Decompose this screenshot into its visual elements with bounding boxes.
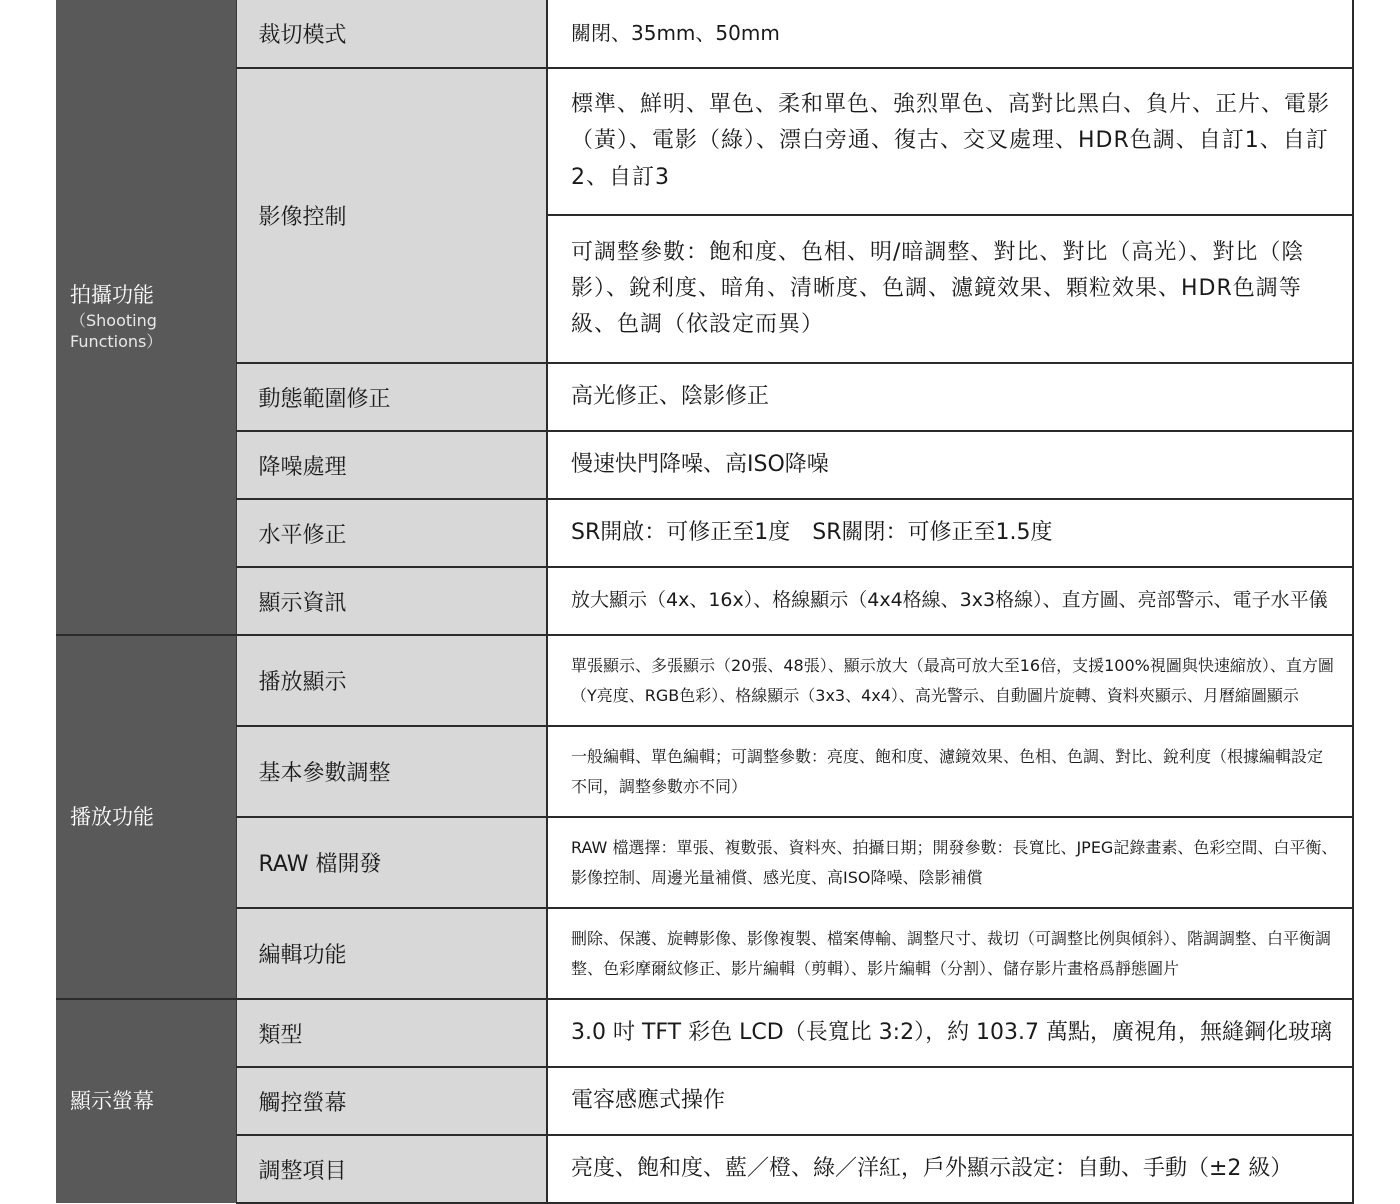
table-row [56,431,1353,499]
row-name: RAW 檔開發 [236,817,547,908]
spec-table [56,0,1354,1204]
row-name: 播放顯示 [236,635,547,726]
table-row [56,726,1353,817]
table-row [56,567,1353,635]
category-label: 拍攝功能 [70,283,154,308]
row-name: 編輯功能 [236,908,547,999]
table-row [56,68,1353,215]
row-value: 高光修正、陰影修正 [547,363,1353,431]
table-row [56,0,1353,68]
category-display [56,999,236,1203]
row-value: 3.0 吋 TFT 彩色 LCD（長寬比 3:2），約 103.7 萬點，廣視角，無縫鋼化玻璃 [547,999,1353,1067]
row-value: 單張顯示、多張顯示（20張、48張）、顯示放大（最高可放大至16倍，支援100%視圖與快速縮放）、直方圖（Y亮度、RGB色彩）、格線顯示（3x3、4x4）、高光警示、自動圖片旋轉、資料夾顯示、月曆縮圖顯示 [547,635,1353,726]
category-sublabel: （Shooting Functions） [70,310,163,352]
row-value: 放大顯示（4x、16x）、格線顯示（4x4格線、3x3格線）、直方圖、亮部警示、電子水平儀 [547,567,1353,635]
row-name: 調整項目 [236,1135,547,1203]
row-name: 類型 [236,999,547,1067]
table-row [56,908,1353,999]
category-playback [56,635,236,999]
row-name: 基本參數調整 [236,726,547,817]
row-value: 電容感應式操作 [547,1067,1353,1135]
table-row [56,1067,1353,1135]
row-value: 關閉、35mm、50mm [547,0,1353,68]
row-value: 亮度、飽和度、藍／橙、綠／洋紅，戶外顯示設定：自動、手動（±2 級） [547,1135,1353,1203]
row-value: 一般編輯、單色編輯；可調整參數：亮度、飽和度、濾鏡效果、色相、色調、對比、銳利度（根據編輯設定不同，調整參數亦不同） [547,726,1353,817]
row-value: 刪除、保護、旋轉影像、影像複製、檔案傳輸、調整尺寸、裁切（可調整比例與傾斜）、階調調整、白平衡調整、色彩摩爾紋修正、影片編輯（剪輯）、影片編輯（分割）、儲存影片畫格爲靜態圖片 [547,908,1353,999]
row-value: 可調整參數：飽和度、色相、明/暗調整、對比、對比（高光）、對比（陰影）、銳利度、暗角、清晰度、色調、濾鏡效果、顆粒效果、HDR色調等級、色調（依設定而異） [547,215,1353,363]
table-row [56,817,1353,908]
table-row [56,1135,1353,1203]
row-name: 觸控螢幕 [236,1067,547,1135]
category-label: 顯示螢幕 [70,1089,154,1114]
row-name: 水平修正 [236,499,547,567]
row-value: SR開啟：可修正至1度 SR關閉：可修正至1.5度 [547,499,1353,567]
row-name: 降噪處理 [236,431,547,499]
table-row [56,635,1353,726]
table-row [56,363,1353,431]
row-name: 動態範圍修正 [236,363,547,431]
row-value: 標準、鮮明、單色、柔和單色、強烈單色、高對比黑白、負片、正片、電影（黃）、電影（綠）、漂白旁通、復古、交叉處理、HDR色調、自訂1、自訂2、自訂3 [547,68,1353,215]
row-value: RAW 檔選擇：單張、複數張、資料夾、拍攝日期；開發參數：長寬比、JPEG記錄畫素、色彩空間、白平衡、影像控制、周邊光量補償、感光度、高ISO降噪、陰影補償 [547,817,1353,908]
category-label: 播放功能 [70,804,154,829]
row-value: 慢速快門降噪、高ISO降噪 [547,431,1353,499]
row-name: 影像控制 [236,68,547,363]
category-shooting [56,0,236,635]
row-name: 顯示資訊 [236,567,547,635]
table-row [56,499,1353,567]
row-name: 裁切模式 [236,0,547,68]
table-row [56,999,1353,1067]
